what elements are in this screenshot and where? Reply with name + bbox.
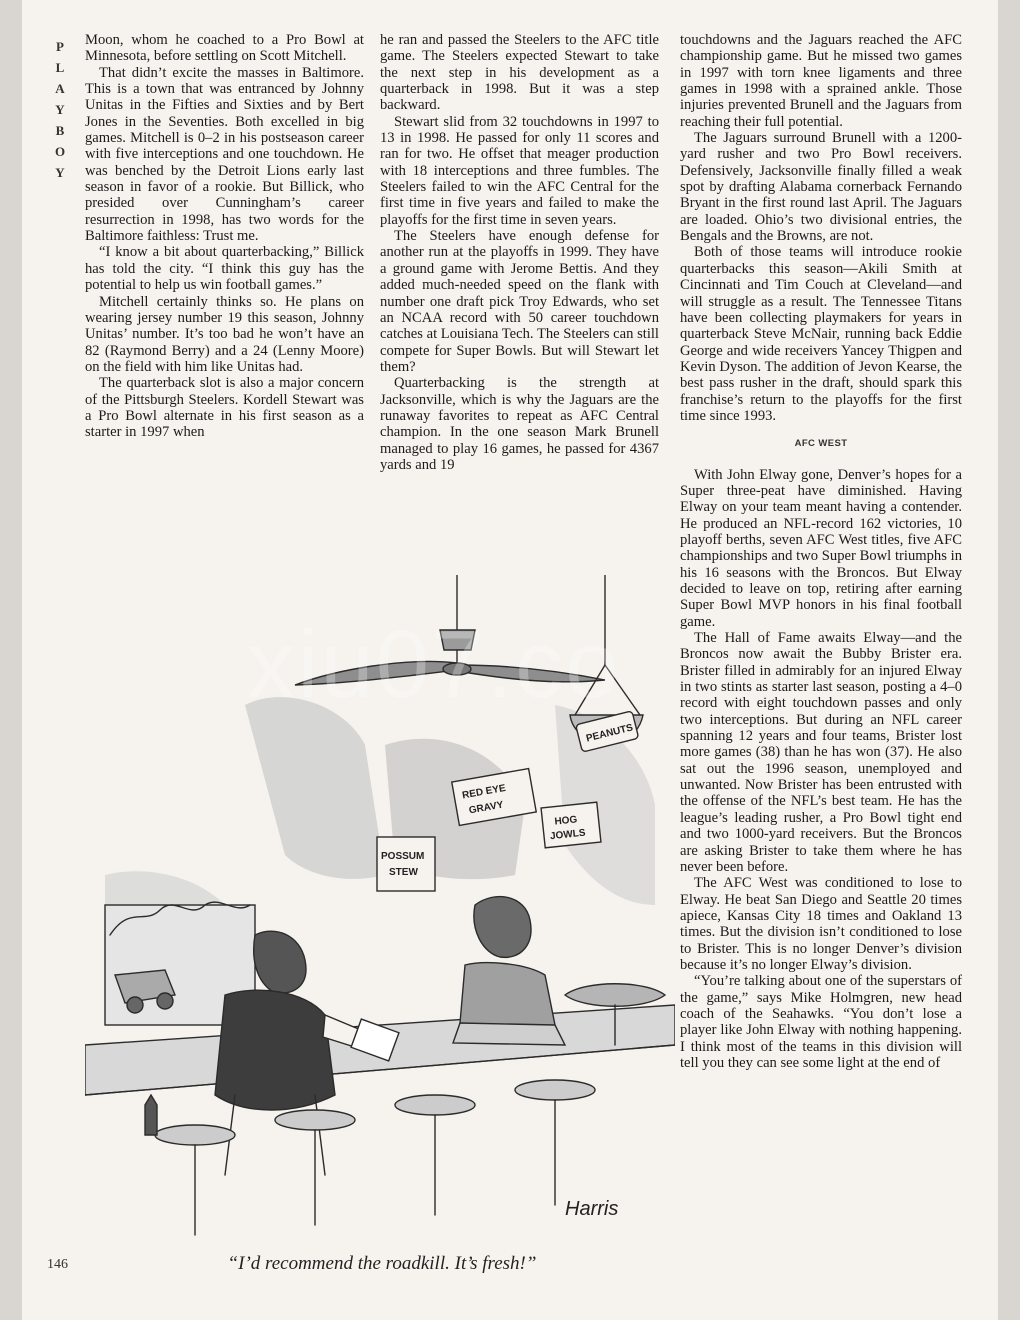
sign-redeye: RED EYE [461, 782, 507, 802]
paragraph: “I know a bit about quarterbacking,” Billick has told the city. “I think this guy has the potential to help us win football games.” [85, 244, 364, 294]
paragraph: he ran and passed the Steelers to the AFC title game. The Steelers expected Stewart to take the next step in his development as a quarterback in 1998. But it was a step backward. [380, 32, 659, 114]
text-column-1 [85, 32, 364, 441]
paragraph: Mitchell certainly thinks so. He plans on wearing jersey number 19 this season, Johnny Unitas’ number. It’s too bad he won’t have an 82 (Raymond Berry) and a 24 (Lenny Moore) on the field with him like Unitas had. [85, 293, 364, 375]
text-column-3 [680, 32, 962, 1071]
sign-jowls: JOWLS [549, 827, 587, 843]
paragraph: The Jaguars surround Brunell with a 1200-yard rusher and two Pro Bowl receivers. Defensively, Jacksonville finally filled a weak spot by drafting Alabama cornerback Fernando Bryant in the first round last April. The Jaguars are loaded. Ohio’s two divisional entries, the Bengals and the Browns, are not. [680, 130, 962, 245]
paragraph: With John Elway gone, Denver’s hopes for a Super three-peat have diminished. Having Elway on your team meant having a contender. He produced an NFL-record 162 victories, 10 playoff berths, seven AFC West titles, five AFC championships and two Super Bowl triumphs in his 16 seasons with the Broncos. But Elway decided to leave on top, retiring after earning Super Bowl MVP honors in his final football game. [680, 466, 962, 630]
magazine-page [22, 0, 998, 1320]
sign-gravy: GRAVY [468, 799, 505, 817]
magazine-name-vertical [52, 36, 68, 183]
magazine-letter: L [55, 60, 65, 75]
paragraph: That didn’t excite the masses in Baltimore. This is a town that was entranced by Johnny Unitas in the Fifties and Sixties and by Bert Jones in the Seventies. Both excelled in big games. Mitchell is 0–2 in his postseason career with five interceptions and one touchdown. He was benched by the Detroit Lions early last season in favor of a rookie. But Billick, who presided over Cunningham’s career resurrection in 1998, has two words for the Baltimore faithless: Trust me. [85, 64, 364, 245]
paragraph: The quarterback slot is also a major concern of the Pittsburgh Steelers. Kordell Stewart was a Pro Bowl alternate in his first season as a starter in 1997 when [85, 375, 364, 441]
magazine-letter: Y [55, 165, 65, 180]
magazine-letter: B [55, 123, 65, 138]
magazine-letter: P [56, 39, 64, 54]
sign-stew: STEW [389, 867, 418, 878]
sign-possum: POSSUM [381, 851, 425, 862]
paragraph: The Steelers have enough defense for another run at the playoffs in 1999. They have a ground game with Jerome Bettis. And they added much-needed speed on the flank with number one draft pick Troy Edwards, who set an NCAA record with 50 career touchdown catches at Louisiana Tech. The Steelers can still compete for Super Bowls. But will Stewart let them? [380, 228, 659, 375]
sign-hog: HOG [554, 814, 578, 828]
paragraph: “You’re talking about one of the superstars of the game,” says Mike Holmgren, new head coach of the Seahawks. “You don’t lose a player like John Elway with nothing happening. I think most of the teams in this division will tell you they can see some light at the end of [680, 973, 962, 1071]
magazine-letter: O [54, 144, 66, 159]
paragraph: The AFC West was conditioned to lose to Elway. He beat San Diego and Seattle 20 times apiece, Kansas City 18 times and Oakland 13 times. But the division isn’t conditioned to lose to Brister. This is no longer Denver’s division because it’s no longer Elway’s division. [680, 875, 962, 973]
paragraph: Moon, whom he coached to a Pro Bowl at Minnesota, before settling on Scott Mitchell. [85, 32, 364, 65]
sign-peanuts: PEANUTS [585, 722, 635, 745]
text-column-2 [380, 32, 659, 473]
section-heading: AFC WEST [794, 438, 848, 450]
paragraph: Quarterbacking is the strength at Jacksonville, which is why the Jaguars are the runaway favorites to repeat as AFC Central champion. In the one season Mark Brunell managed to play 16 games, he passed for 4367 yards and 19 [380, 375, 659, 473]
cartoon-caption: “I’d recommend the roadkill. It’s fresh!” [227, 1253, 537, 1274]
paragraph: The Hall of Fame awaits Elway—and the Broncos now await the Bubby Brister era. Brister filled in admirably for an injured Elway in two stints as starter last season, posting a 4–0 record with eight touchdown passes and only two interceptions. But during an NFL career spanning 12 years and four teams, Brister lost more games (38) than he has won (37). He also sat out the 1996 season, unemployed and unwanted. Now Brister has been entrusted with the offense of the NFL’s best team. He has the league’s leading rusher, a Pro Bowl tight end and two 1000-yard receivers. But the Broncos are asking Brister to take them where he has never been before. [680, 630, 962, 875]
watermark: xiu07.co [247, 611, 621, 718]
magazine-letter: A [55, 81, 65, 96]
paragraph: Both of those teams will introduce rookie quarterbacks this season—Akili Smith at Cincinnati and Tim Couch at Cleveland—and will struggle as a result. The Tennessee Titans have been collecting playmakers for years in quarterback Steve McNair, running back Eddie George and wide receivers Yancey Thigpen and Kevin Dyson. The addition of Jevon Kearse, the best pass rusher in the draft, should spark this franchise’s return to the playoffs for the first time since 1993. [680, 244, 962, 424]
magazine-letter: Y [55, 102, 65, 117]
page-number: 146 [47, 1257, 68, 1272]
paragraph: Stewart slid from 32 touchdowns in 1997 to 13 in 1998. He passed for only 11 scores and ran for two. He offset that meager production with 18 interceptions and three fumbles. The Steelers failed to win the AFC Central for the first time in five years and failed to make the playoffs for the first time in seven years. [380, 113, 659, 228]
paragraph: touchdowns and the Jaguars reached the AFC championship game. But he missed two games in 1997 with torn knee ligaments and three games in 1998 with a sprained ankle. Those injuries prevented Brunell and the Jaguars from reaching their full potential. [680, 32, 962, 130]
cartoonist-signature: Harris [565, 1198, 619, 1220]
